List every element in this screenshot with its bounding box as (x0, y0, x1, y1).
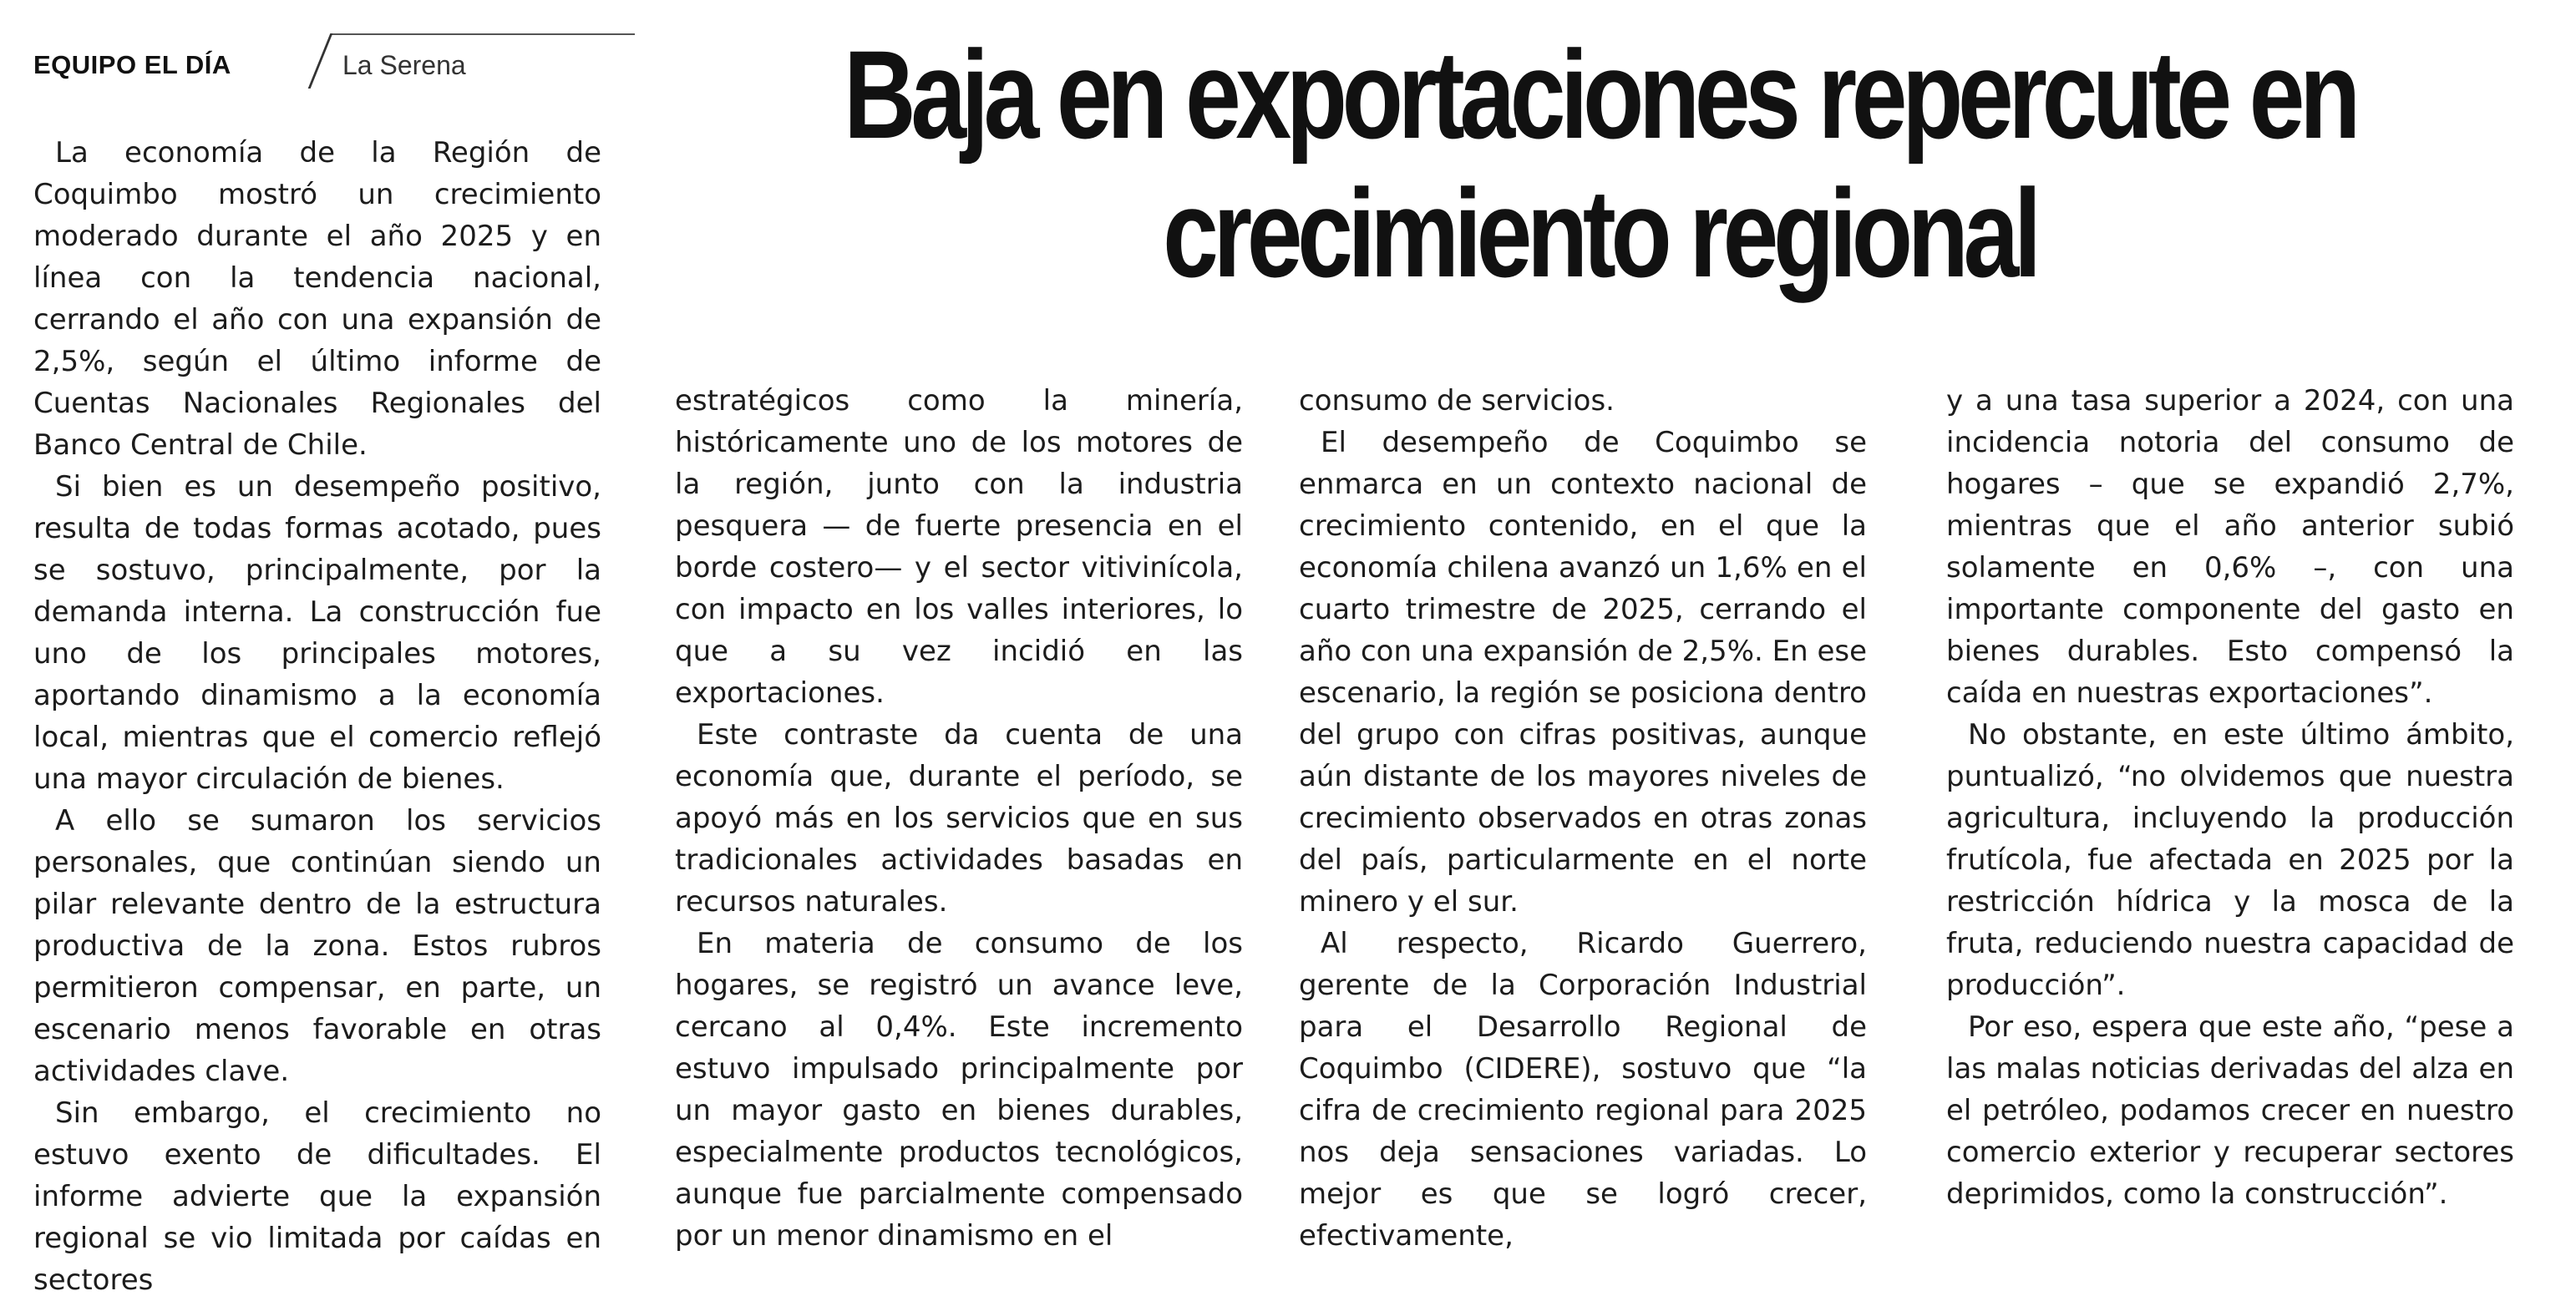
column-3-paragraph-1: consumo de servicios. (1299, 384, 1615, 418)
column-3-paragraph-3: Al respecto, Ricardo Guerrero, gerente de la Corporación Industrial para el Desarrollo Regional de Coquimbo (CIDERE), sostuvo que “la cifra de crecimiento regional para 2025 nos deja sensaciones variadas. Lo mejor es que se logró crecer, efectivamente, (1299, 927, 1867, 1253)
column-3-paragraph-2: El desempeño de Coquimbo se enmarca en un contexto nacional de crecimiento contenido, en el que la economía chilena avanzó un 1,6% en el cuarto trimestre de 2025, cerrando el año con una expansión de 2,5%. En ese escenario, la región se posiciona dentro del grupo con cifras positivas, aunque aún distante de los mayores niveles de crecimiento observados en otras zonas del país, particularmente en el norte minero y el sur. (1299, 426, 1867, 919)
byline-author: EQUIPO EL DÍA (33, 50, 231, 79)
column-2-paragraph-3: En materia de consumo de los hogares, se registró un avance leve, cercano al 0,4%. Este incremento estuvo impulsado principalmente por un mayor gasto en bienes durables, especialmente productos tecnológicos, aunque fue parcialmente compensado por un menor dinamismo en el (675, 927, 1243, 1253)
column-4-paragraph-1: y a una tasa superior a 2024, con una incidencia notoria del consumo de hogares – que se expandió 2,7%, mientras que el año anterior subió solamente en 0,6% –, con una importante componente del gasto en bienes durables. Esto compensó la caída en nuestras exportaciones”. (1946, 384, 2514, 710)
byline-rule (331, 33, 635, 35)
column-1-paragraph-3: A ello se sumaron los servicios personales, que continúan siendo un pilar relevante dentro de la estructura productiva de la zona. Estos rubros permitieron compensar, en parte, un escenario menos favorable en otras actividades clave. (33, 804, 601, 1088)
article-column-4 (1946, 380, 2514, 1215)
byline-location: La Serena (342, 50, 466, 80)
column-1-paragraph-2: Si bien es un desempeño positivo, resulta de todas formas acotado, pues se sostuvo, principalmente, por la demanda interna. La construcción fue uno de los principales motores, aportando dinamismo a la economía local, mientras que el comercio reflejó una mayor circulación de bienes. (33, 470, 601, 796)
column-2-paragraph-2: Este contraste da cuenta de una economía que, durante el período, se apoyó más en los servicios que en sus tradicionales actividades basadas en recursos naturales. (675, 718, 1243, 919)
article-column-2 (675, 380, 1243, 1257)
column-4-paragraph-3: Por eso, espera que este año, “pese a las malas noticias derivadas del alza en el petróleo, podamos crecer en nuestro comercio exterior y recuperar sectores deprimidos, como la construcción”. (1946, 1010, 2514, 1211)
column-1-paragraph-4: Sin embargo, el crecimiento no estuvo exento de dificultades. El informe advierte que la expansión regional se vio limitada por caídas en sectores (33, 1096, 601, 1297)
column-1-paragraph-1: La economía de la Región de Coquimbo mostró un crecimiento moderado durante el año 2025 y en línea con la tendencia nacional, cerrando el año con una expansión de 2,5%, según el último informe de Cuentas Nacionales Regionales del Banco Central de Chile. (33, 136, 601, 462)
byline (33, 32, 601, 89)
byline-slash-divider (308, 33, 333, 89)
column-4-paragraph-2: No obstante, en este último ámbito, puntualizó, “no olvidemos que nuestra agricultura, incluyendo la producción frutícola, fue afectada en 2025 por la restricción hídrica y la mosca de la fruta, reduciendo nuestra capacidad de producción”. (1946, 718, 2514, 1002)
article-headline: Baja en exportaciones repercute en crecimiento regional (844, 24, 2355, 303)
article-column-1 (33, 132, 601, 1301)
column-2-paragraph-1: estratégicos como la minería, históricamente uno de los motores de la región, junto con la industria pesquera — de fuerte presencia en el borde costero— y el sector vitivinícola, con impacto en los valles interiores, lo que a su vez incidió en las exportaciones. (675, 384, 1243, 710)
article-column-3 (1299, 380, 1867, 1257)
